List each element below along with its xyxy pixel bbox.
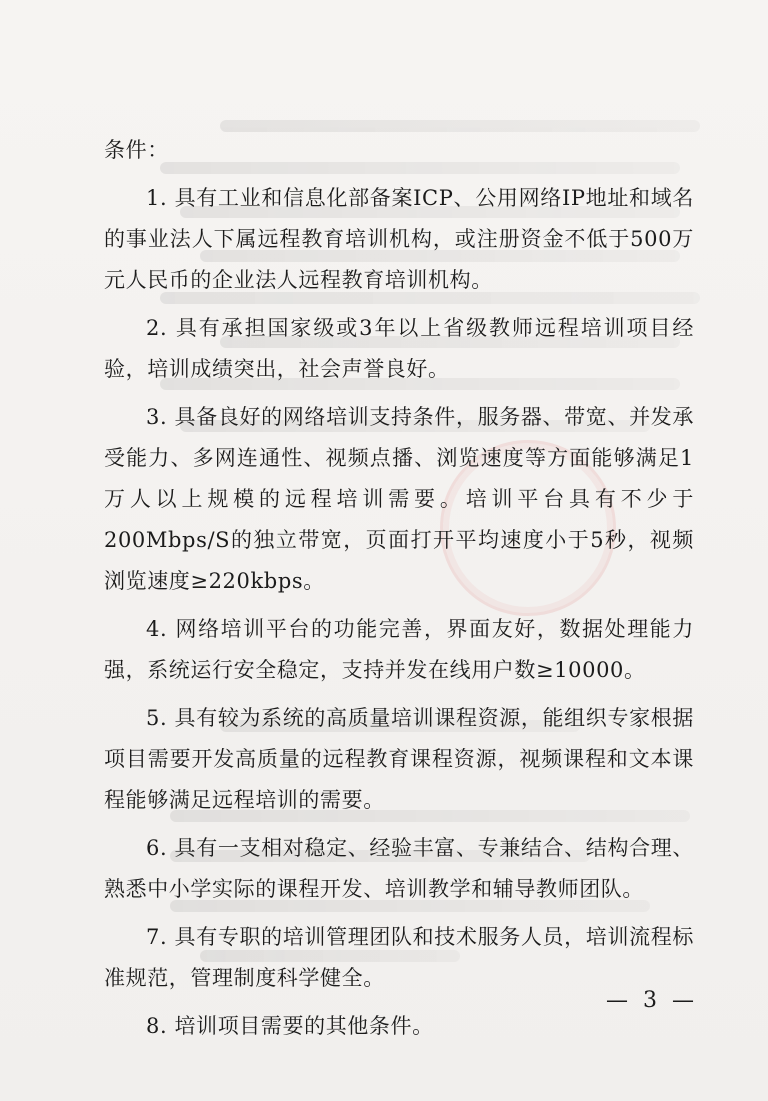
document-body	[104, 130, 694, 1047]
condition-item-7: 7. 具有专职的培训管理团队和技术服务人员，培训流程标准规范，管理制度科学健全。	[104, 925, 694, 990]
condition-item-3: 3. 具备良好的网络培训支持条件，服务器、带宽、并发承受能力、多网连通性、视频点播、浏览速度等方面能够满足1万人以上规模的远程培训需要。培训平台具有不少于200Mbps/S的独立带宽，页面打开平均速度小于5秒，视频浏览速度≥220kbps。	[104, 405, 694, 593]
condition-item-2: 2. 具有承担国家级或3年以上省级教师远程培训项目经验，培训成绩突出，社会声誉良好。	[104, 316, 694, 381]
condition-item-8: 8. 培训项目需要的其他条件。	[146, 1014, 434, 1038]
lead-text: 条件：	[104, 138, 169, 162]
condition-item-5: 5. 具有较为系统的高质量培训课程资源，能组织专家根据项目需要开发高质量的远程教育课程资源，视频课程和文本课程能够满足远程培训的需要。	[104, 706, 694, 812]
condition-item-6: 6. 具有一支相对稳定、经验丰富、专兼结合、结构合理、熟悉中小学实际的课程开发、培训教学和辅导教师团队。	[104, 836, 694, 901]
condition-item-4: 4. 网络培训平台的功能完善，界面友好，数据处理能力强，系统运行安全稳定，支持并发在线用户数≥10000。	[104, 617, 694, 682]
condition-item-1: 1. 具有工业和信息化部备案ICP、公用网络IP地址和域名的事业法人下属远程教育培训机构，或注册资金不低于500万元人民币的企业法人远程教育培训机构。	[104, 186, 694, 292]
page-number: — 3 —	[606, 988, 698, 1013]
